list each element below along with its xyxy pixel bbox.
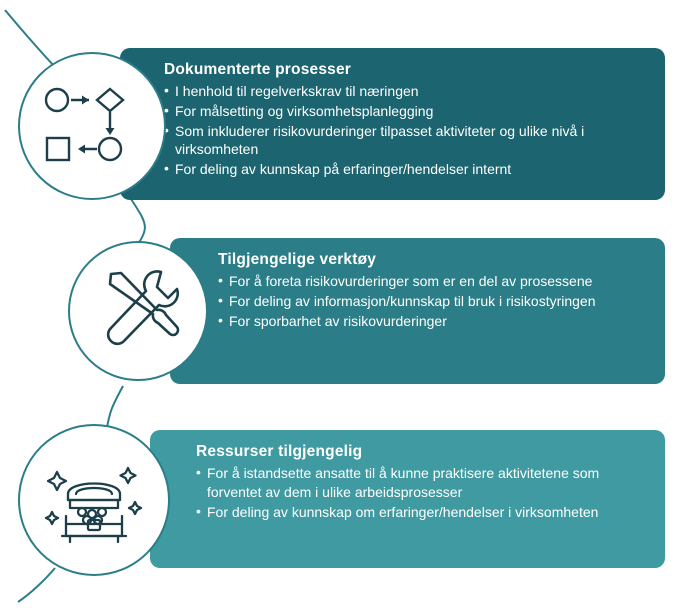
panel-title: Ressurser tilgjengelig [196,443,363,460]
bullet-item: • For deling av informasjon/kunnskap til bruk i risikostyringen [218,292,649,311]
icon-circle-tilgjengelige-verktoy [68,241,208,381]
tools-wrench-screwdriver-icon [89,262,187,360]
bullet-item: • For å foreta risikovurderinger som er en del av prosessene [218,272,649,291]
bullet-item: • Som inkluderer risikovurderinger tilpasset aktiviteter og ulike nivå i virksomheten [164,122,649,159]
panel-dokumenterte-prosesser [120,48,665,200]
bullet-item: • For målsetting og virksomhetsplanlegging [164,102,649,121]
panel-tilgjengelige-verktoy [170,238,665,384]
bullet-item: • For deling av kunnskap om erfaringer/hendelser i virksomheten [196,503,649,522]
icon-circle-dokumenterte-prosesser [18,52,166,200]
panel-bullets [218,272,649,330]
icon-circle-ressurser-tilgjengelig [18,424,170,576]
panel-bullets [164,82,649,178]
bullet-item: • For deling av kunnskap på erfaringer/hendelser internt [164,160,649,179]
treasure-chest-icon [40,450,148,550]
bullet-item: • I henhold til regelverkskrav til næringen [164,82,649,101]
panel-ressurser-tilgjengelig [150,430,665,568]
panel-title: Dokumenterte prosesser [164,61,352,78]
panel-bullets [196,464,649,521]
panel-title: Tilgjengelige verktøy [218,251,377,268]
bullet-item: • For sporbarhet av risikovurderinger [218,312,649,331]
bullet-item: • For å istandsette ansatte til å kunne praktisere aktivitetene som forventet av dem i ulike arbeidsprosesser [196,464,649,501]
process-flow-icon [40,81,144,171]
